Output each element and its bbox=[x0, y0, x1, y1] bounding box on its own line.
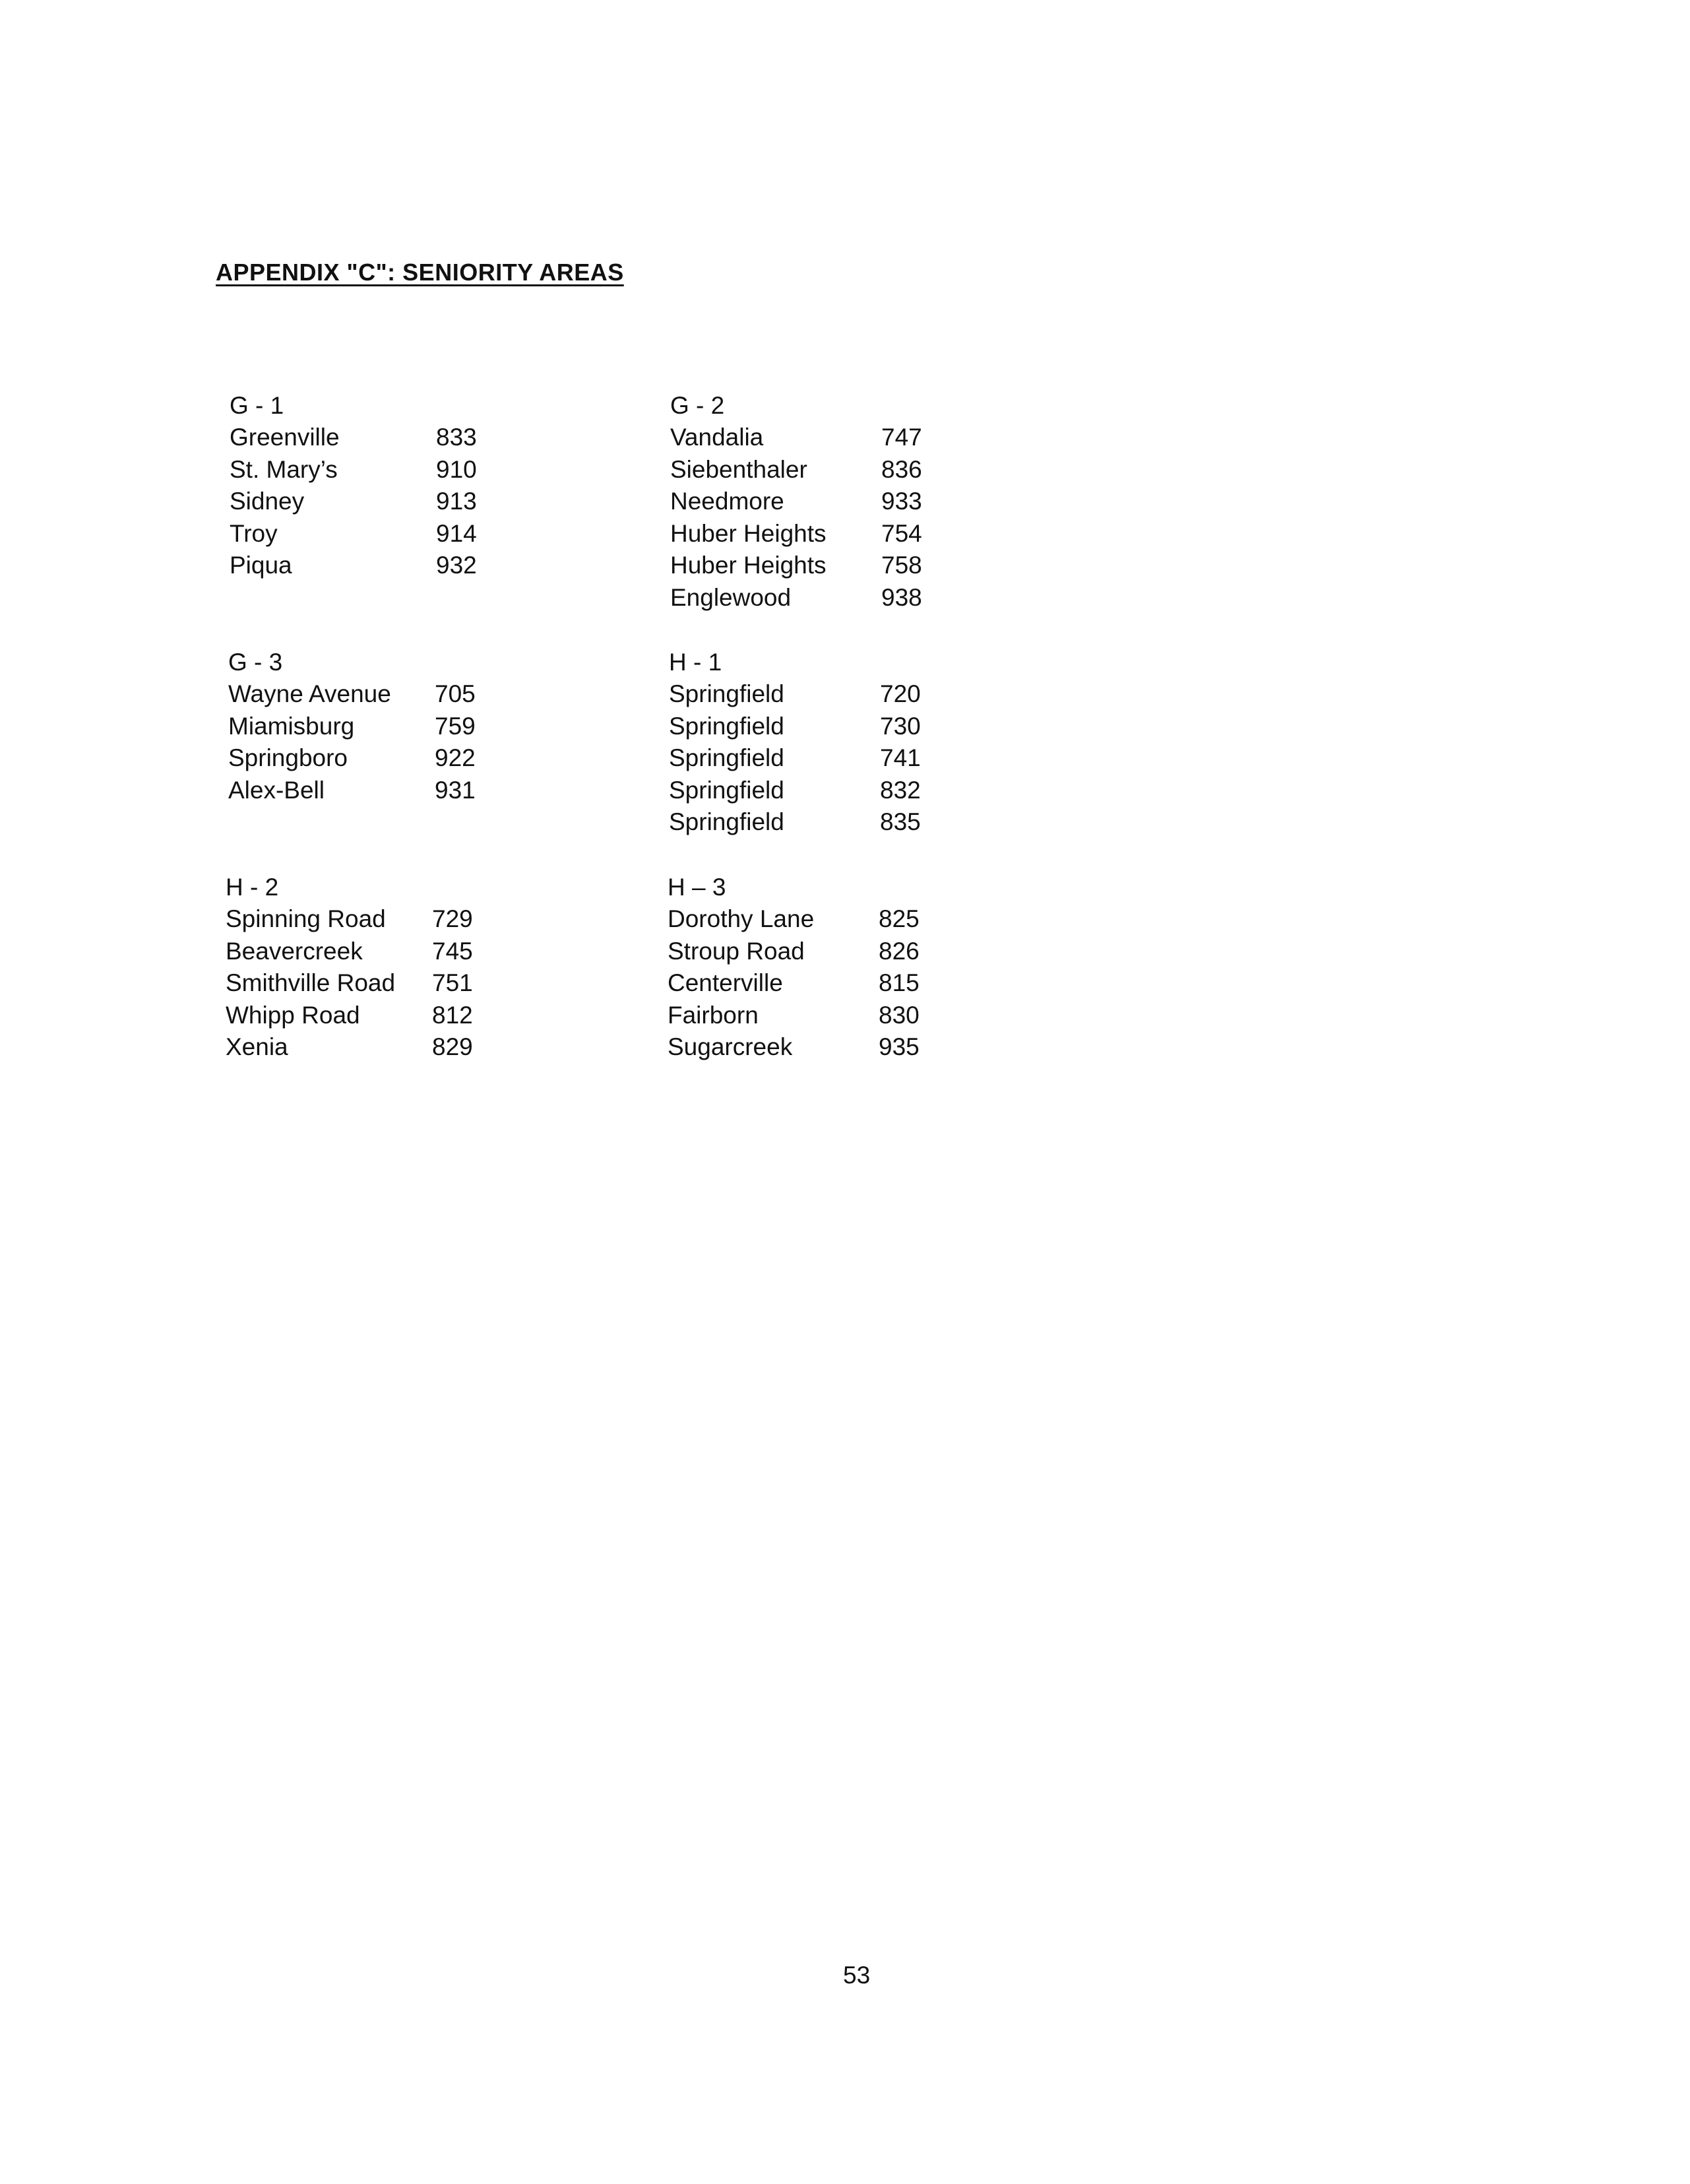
location-name: Spinning Road bbox=[226, 905, 386, 932]
list-item bbox=[669, 678, 972, 711]
location-code: 720 bbox=[880, 680, 921, 707]
seniority-group-g2 bbox=[670, 389, 974, 614]
location-code: 741 bbox=[880, 744, 921, 771]
location-name: Springfield bbox=[669, 744, 784, 771]
group-label: H - 2 bbox=[226, 874, 279, 901]
location-name: Miamisburg bbox=[228, 712, 355, 740]
location-code: 751 bbox=[432, 969, 473, 996]
location-name: Whipp Road bbox=[226, 1001, 360, 1029]
location-code: 935 bbox=[879, 1033, 920, 1060]
list-item bbox=[669, 775, 972, 807]
list-item bbox=[669, 742, 972, 775]
location-code: 836 bbox=[881, 455, 922, 483]
group-label: G - 2 bbox=[670, 392, 725, 419]
list-item bbox=[668, 903, 971, 936]
location-code: 829 bbox=[432, 1033, 473, 1060]
location-code: 922 bbox=[435, 744, 476, 771]
location-code: 913 bbox=[436, 488, 477, 515]
location-code: 747 bbox=[881, 424, 922, 451]
list-item bbox=[228, 711, 532, 743]
list-item bbox=[226, 936, 529, 968]
list-item bbox=[230, 550, 533, 582]
list-item bbox=[670, 518, 974, 550]
seniority-group-h3 bbox=[668, 871, 971, 1064]
seniority-group-h2 bbox=[226, 871, 529, 1064]
list-item bbox=[670, 550, 974, 582]
location-code: 914 bbox=[436, 519, 477, 547]
location-name: Springfield bbox=[669, 712, 784, 740]
location-name: Springboro bbox=[228, 744, 348, 771]
list-item bbox=[670, 422, 974, 454]
list-item bbox=[670, 454, 974, 486]
location-code: 835 bbox=[880, 808, 921, 835]
location-name: Springfield bbox=[669, 680, 784, 707]
location-name: Sidney bbox=[230, 488, 305, 515]
list-item bbox=[230, 422, 533, 454]
location-code: 910 bbox=[436, 455, 477, 483]
location-name: Troy bbox=[230, 519, 278, 547]
location-code: 745 bbox=[432, 937, 473, 965]
location-name: Xenia bbox=[226, 1033, 288, 1060]
location-name: Vandalia bbox=[670, 424, 764, 451]
location-code: 758 bbox=[881, 552, 922, 579]
list-item bbox=[228, 775, 532, 807]
list-item bbox=[228, 742, 532, 775]
list-item bbox=[230, 518, 533, 550]
list-item bbox=[226, 1031, 529, 1064]
group-label: G - 3 bbox=[228, 649, 283, 676]
location-name: Sugarcreek bbox=[668, 1033, 793, 1060]
location-code: 759 bbox=[435, 712, 476, 740]
location-name: Beavercreek bbox=[226, 937, 363, 965]
list-item bbox=[230, 486, 533, 518]
location-code: 832 bbox=[880, 776, 921, 804]
location-code: 729 bbox=[432, 905, 473, 932]
list-item bbox=[670, 582, 974, 614]
location-name: Fairborn bbox=[668, 1001, 759, 1029]
location-name: Huber Heights bbox=[670, 519, 827, 547]
list-item bbox=[226, 1000, 529, 1032]
location-code: 826 bbox=[879, 937, 920, 965]
location-code: 730 bbox=[880, 712, 921, 740]
seniority-group-g3 bbox=[228, 646, 532, 806]
location-code: 705 bbox=[435, 680, 476, 707]
group-label: H – 3 bbox=[668, 874, 726, 901]
location-name: Stroup Road bbox=[668, 937, 805, 965]
location-code: 931 bbox=[435, 776, 476, 804]
list-item bbox=[228, 678, 532, 711]
location-name: Smithville Road bbox=[226, 969, 396, 996]
list-item bbox=[669, 806, 972, 839]
location-name: Wayne Avenue bbox=[228, 680, 391, 707]
location-code: 833 bbox=[436, 424, 477, 451]
seniority-group-h1 bbox=[669, 646, 972, 839]
location-code: 932 bbox=[436, 552, 477, 579]
location-name: Englewood bbox=[670, 583, 792, 611]
location-name: Needmore bbox=[670, 488, 784, 515]
list-item bbox=[668, 967, 971, 1000]
list-item bbox=[669, 711, 972, 743]
location-name: Greenville bbox=[230, 424, 340, 451]
seniority-group-g1 bbox=[230, 389, 533, 582]
list-item bbox=[668, 1000, 971, 1032]
location-code: 933 bbox=[881, 488, 922, 515]
location-code: 754 bbox=[881, 519, 922, 547]
location-code: 812 bbox=[432, 1001, 473, 1029]
location-name: Alex-Bell bbox=[228, 776, 325, 804]
list-item bbox=[230, 454, 533, 486]
list-item bbox=[668, 936, 971, 968]
list-item bbox=[226, 967, 529, 1000]
list-item bbox=[668, 1031, 971, 1064]
location-name: Siebenthaler bbox=[670, 455, 807, 483]
group-label: H - 1 bbox=[669, 649, 722, 676]
page-number: 53 bbox=[843, 1962, 871, 1989]
location-name: Springfield bbox=[669, 776, 784, 804]
location-name: St. Mary’s bbox=[230, 455, 338, 483]
location-name: Centerville bbox=[668, 969, 783, 996]
location-code: 830 bbox=[879, 1001, 920, 1029]
location-code: 938 bbox=[881, 583, 922, 611]
page-title: APPENDIX "C": SENIORITY AREAS bbox=[216, 259, 624, 286]
location-name: Dorothy Lane bbox=[668, 905, 815, 932]
location-name: Piqua bbox=[230, 552, 292, 579]
location-name: Springfield bbox=[669, 808, 784, 835]
location-name: Huber Heights bbox=[670, 552, 827, 579]
list-item bbox=[226, 903, 529, 936]
location-code: 825 bbox=[879, 905, 920, 932]
list-item bbox=[670, 486, 974, 518]
group-label: G - 1 bbox=[230, 392, 284, 419]
location-code: 815 bbox=[879, 969, 920, 996]
